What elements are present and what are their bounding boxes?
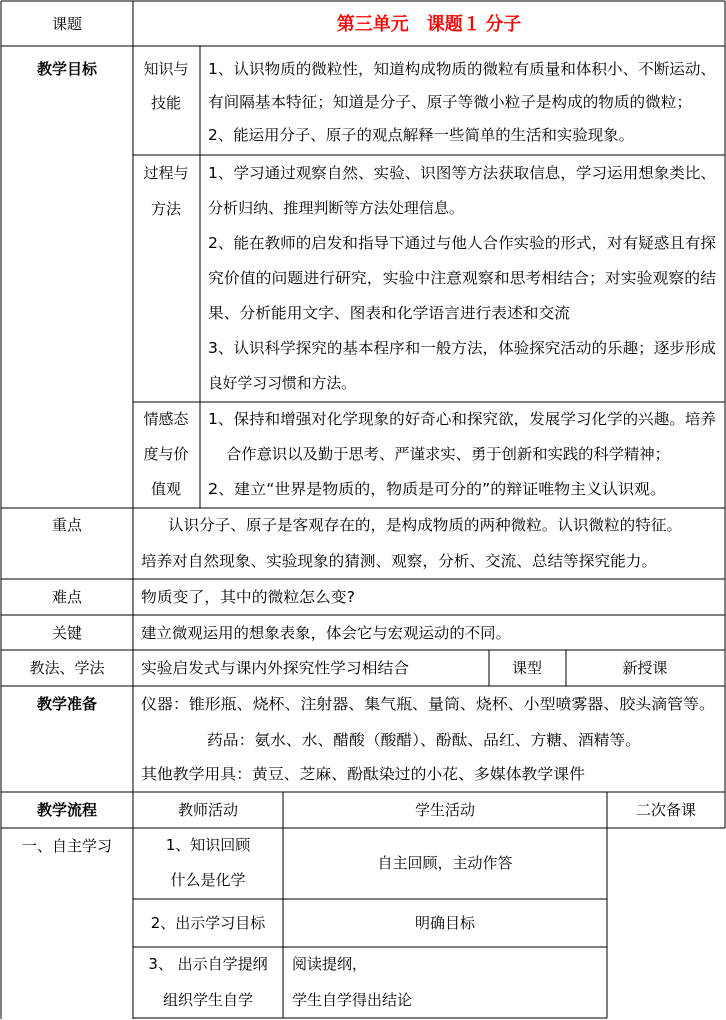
flow-row-2-student: 明确目标 — [414, 914, 476, 932]
process-line-4: 究价值的问题进行研究，实验中注意观察和思考相结合；对实验观察的结 — [208, 269, 716, 287]
attitude-label-line-2: 度与价 — [143, 445, 189, 463]
flow-row-3-student-line-1: 阅读提纲， — [292, 955, 368, 973]
flow-row-1-teacher-line-1: 1、知识回顾 — [165, 836, 251, 854]
key-points-line-1: 认识分子、原子是客观存在的，是构成物质的两种微粒。认识微粒的特征。 — [168, 516, 682, 534]
knowledge-line-1: 1、认识物质的微粒性，知道构成物质的微粒有质量和体积小、不断运动、 — [208, 60, 716, 78]
preparation-line-2: 药品：氨水、水、醋酸（酸醋）、酚酞、品红、方糖、酒精等。 — [207, 731, 641, 749]
process-line-6: 3、认识科学探究的基本程序和一般方法，体验探究活动的乐趣；逐步形成 — [208, 339, 716, 357]
objectives-label: 教学目标 — [36, 60, 98, 78]
flow-row-3-teacher-line-2: 组织学生自学 — [162, 991, 254, 1009]
attitude-line-3: 2、建立“世界是物质的，物质是可分的”的辩证唯物主义认识观。 — [208, 480, 666, 498]
knowledge-line-2: 有间隔基本特征；知道是分子、原子等微小粒子是构成的物质的微粒； — [208, 93, 692, 111]
page-title: 第三单元 课题１ 分子 — [336, 14, 522, 34]
process-line-5: 果、分析能用文字、图表和化学语言进行表述和交流 — [208, 304, 570, 322]
preparation-line-1: 仪器：锥形瓶、烧杯、注射器、集气瓶、量筒、烧杯、小型喷雾器、胶头滴管等。 — [141, 695, 715, 713]
process-line-1: 1、学习通过观察自然、实验、识图等方法获取信息，学习运用想象类比、 — [208, 164, 716, 182]
flow-row-3-teacher-line-1: 3、 出示自学提纲 — [148, 955, 268, 973]
flow-stage-label: 一、自主学习 — [21, 837, 113, 855]
difficulty-text: 物质变了，其中的微粒怎么变? — [141, 588, 355, 606]
preparation-line-3: 其他教学用具：黄豆、芝麻、酚酞染过的小花、多媒体教学课件 — [141, 765, 585, 783]
attitude-line-2: 合作意识以及勤于思考、严谨求实、勇于创新和实践的科学精神； — [226, 445, 670, 463]
knowledge-label-line-1: 知识与 — [143, 60, 189, 78]
table-grid — [1, 1, 725, 1019]
flow-row-1-student: 自主回顾，主动作答 — [377, 854, 513, 872]
process-label-line-1: 过程与 — [143, 164, 189, 182]
lesson-type-label: 课型 — [511, 659, 543, 677]
key-text: 建立微观运用的想象表象，体会它与宏观运动的不同。 — [141, 624, 511, 642]
flow-row-3-student-line-2: 学生自学得出结论 — [292, 991, 413, 1009]
attitude-label-line-3: 值观 — [150, 480, 182, 498]
key-label: 关键 — [51, 624, 83, 642]
knowledge-line-3: 2、能运用分子、原子的观点解释一些简单的生活和实验现象。 — [208, 126, 634, 144]
methods-text: 实验启发式与课内外探究性学习相结合 — [141, 659, 409, 677]
lesson-type-value: 新授课 — [622, 659, 668, 677]
attitude-label-line-1: 情感态 — [143, 410, 189, 428]
process-line-3: 2、能在教师的启发和指导下通过与他人合作实验的形式，对有疑惑且有探 — [208, 234, 716, 252]
subject-label: 课题 — [51, 15, 83, 33]
process-line-2: 分析归纳、推理判断等方法处理信息。 — [208, 199, 464, 217]
difficulty-label: 难点 — [51, 588, 83, 606]
key-points-line-2: 培养对自然现象、实验现象的猜测、观察，分析、交流、总结等探究能力。 — [141, 552, 657, 570]
flow-header-student: 学生活动 — [414, 801, 476, 819]
flow-header-stage: 教学流程 — [36, 801, 98, 819]
key-points-label: 重点 — [51, 516, 83, 534]
methods-label: 教法、学法 — [29, 659, 105, 677]
flow-header-notes: 二次备课 — [635, 801, 697, 819]
process-line-7: 良好学习习惯和方法。 — [208, 374, 356, 392]
process-label-line-2: 方法 — [150, 200, 182, 218]
preparation-label: 教学准备 — [36, 695, 98, 713]
flow-header-teacher: 教师活动 — [177, 801, 239, 819]
flow-row-1-teacher-line-2: 什么是化学 — [170, 871, 246, 889]
flow-row-2-teacher: 2、出示学习目标 — [150, 914, 266, 932]
knowledge-label-line-2: 技能 — [150, 94, 182, 112]
attitude-line-1: 1、保持和增强对化学现象的好奇心和探究欲，发展学习化学的兴趣。培养 — [208, 410, 716, 428]
